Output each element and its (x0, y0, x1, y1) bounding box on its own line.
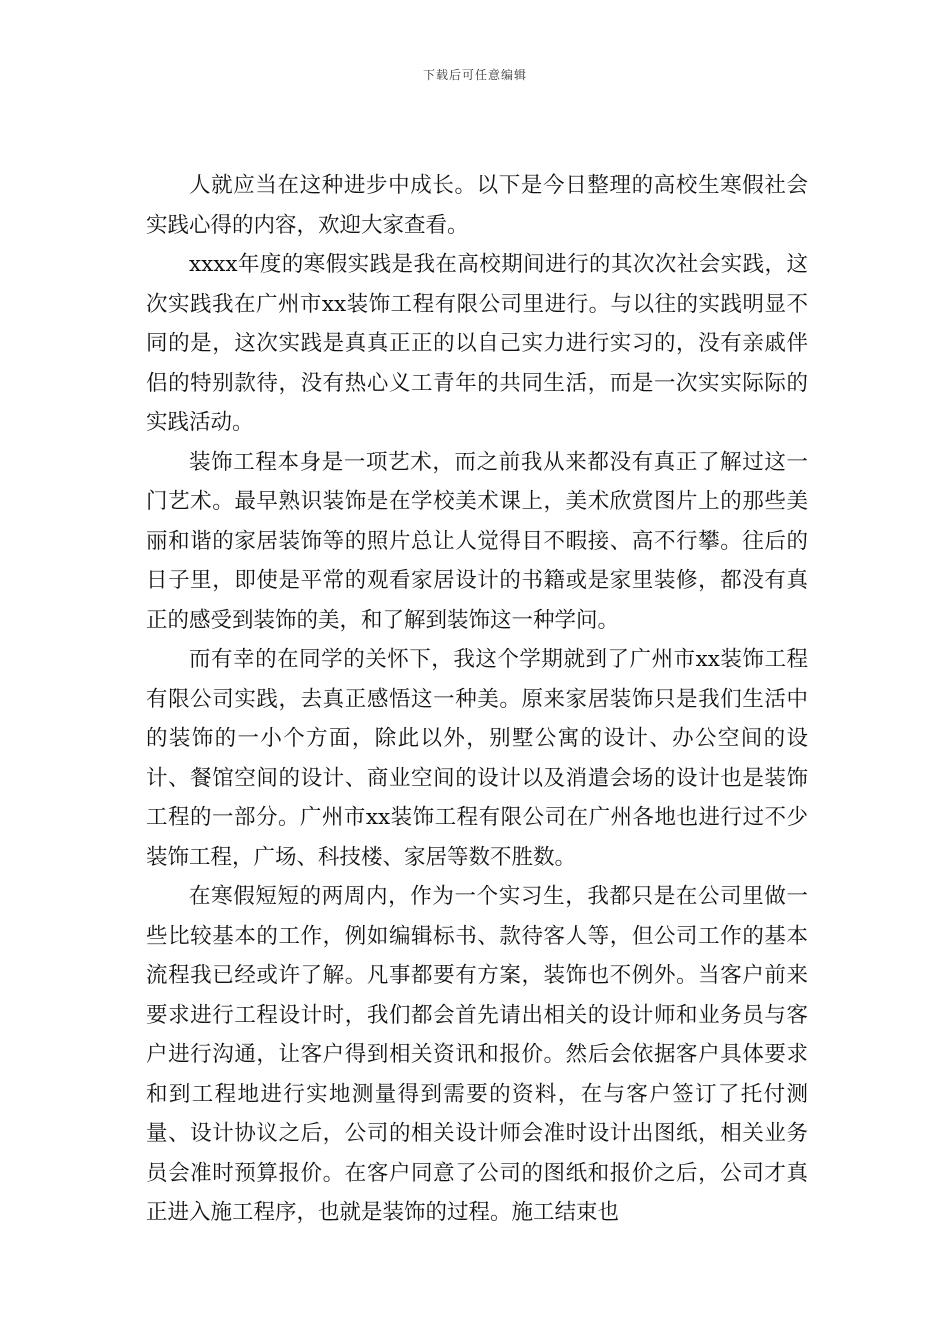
paragraph-5: 在寒假短短的两周内，作为一个实习生，我都只是在公司里做一些比较基本的工作，例如编辑标书、款待客人等，但公司工作的基本流程我已经或许了解。凡事都要有方案，装饰也不例外。当客户前来要求进行工程设计时，我们都会首先请出相关的设计师和业务员与客户进行沟通，让客户得到相关资讯和报价。然后会依据客户具体要求和到工程地进行实地测量得到需要的资料，在与客户签订了托付测量、设计协议之后，公司的相关设计师会准时设计出图纸，相关业务员会准时预算报价。在客户同意了公司的图纸和报价之后，公司才真正进入施工程序，也就是装饰的过程。施工结束也 (146, 884, 808, 1225)
paragraph-4: 而有幸的在同学的关怀下，我这个学期就到了广州市xx装饰工程有限公司实践，去真正感悟这一种美。原来家居装饰只是我们生活中的装饰的一小个方面，除此以外，别墅公寓的设计、办公空间的设计、餐馆空间的设计、商业空间的设计以及消遣会场的设计也是装饰工程的一部分。广州市xx装饰工程有限公司在广州各地也进行过不少装饰工程，广场、科技楼、家居等数不胜数。 (146, 647, 808, 870)
paragraph-2: xxxx年度的寒假实践是我在高校期间进行的其次次社会实践，这次实践我在广州市xx装饰工程有限公司里进行。与以往的实践明显不同的是，这次实践是真真正正的以自己实力进行实习的，没有亲戚伴侣的特别款待，没有热心义工青年的共同生活，而是一次实实际际的实践活动。 (146, 252, 808, 435)
paragraph-3: 装饰工程本身是一项艺术，而之前我从来都没有真正了解过这一门艺术。最早熟识装饰是在学校美术课上，美术欣赏图片上的那些美丽和谐的家居装饰等的照片总让人觉得目不暇接、高不行攀。往后的日子里，即使是平常的观看家居设计的书籍或是家里装修，都没有真正的感受到装饰的美，和了解到装饰这一种学问。 (146, 449, 808, 633)
page-header-note: 下载后可任意编辑 (422, 68, 527, 82)
paragraph-1: 人就应当在这种进步中成长。以下是今日整理的高校生寒假社会实践心得的内容，欢迎大家查看。 (146, 173, 808, 238)
document-body (146, 166, 808, 1233)
